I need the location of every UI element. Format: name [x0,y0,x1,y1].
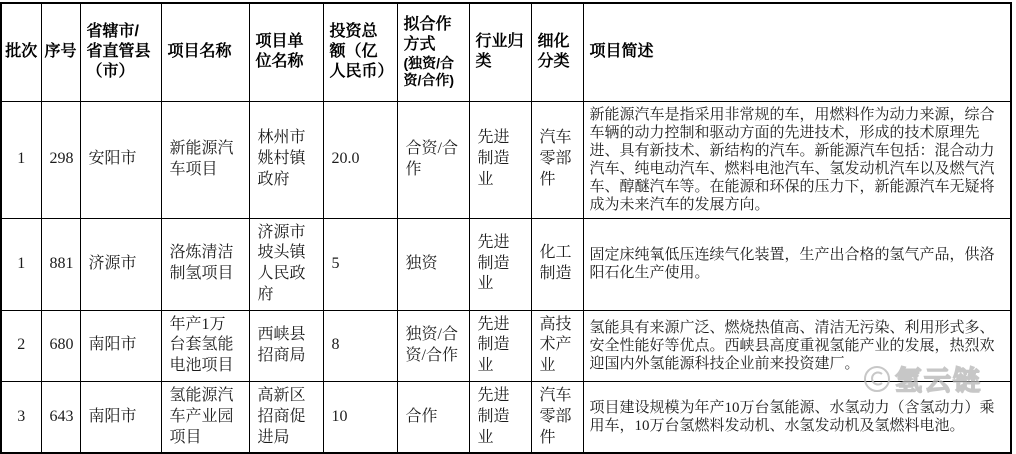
cell-serial: 680 [41,310,80,381]
column-header-unit-name [249,3,323,101]
column-label: 拟合作方式 [403,15,452,53]
cell-investment: 10 [323,382,397,454]
cell-project-name: 年产1万台套氢能电池项目 [161,310,249,381]
cell-description: 固定床纯氧低压连续气化装置，生产出合格的氢气产品，供洛阳石化生产使用。 [583,218,1011,310]
column-header-serial [41,3,80,101]
column-label: 项目单位名称 [255,33,304,71]
column-label: 项目名称 [167,43,232,61]
cell-batch: 2 [1,310,41,381]
cell-batch: 1 [1,101,41,218]
cell-serial: 881 [41,218,80,310]
column-label: 细化分类 [537,33,570,71]
cell-subcategory: 化工制造 [531,218,583,310]
table-row [1,310,1011,381]
cell-unit-name: 西峡县招商局 [249,310,323,381]
cell-subcategory: 汽车零部件 [531,101,583,218]
cell-unit-name: 高新区招商促进局 [249,382,323,454]
table-row [1,382,1011,454]
cell-unit-name: 济源市坡头镇人民政府 [249,218,323,310]
cell-description: 项目建设规模为年产10万台氢能源、水氢动力（含氢动力）乘用车，10万台氢燃料发动机、水氢发动机及氢燃料电池。 [583,382,1011,454]
column-header-description [583,3,1011,101]
cell-investment: 8 [323,310,397,381]
cell-cooperation: 独资 [397,218,469,310]
column-header-industry [469,3,531,101]
column-header-subcategory [531,3,583,101]
column-label: 投资总额（亿人民币） [329,23,394,81]
cell-serial: 298 [41,101,80,218]
cell-investment: 5 [323,218,397,310]
cell-city: 南阳市 [80,310,161,381]
cell-industry: 先进制造业 [469,101,531,218]
cell-cooperation: 独资/合资/合作 [397,310,469,381]
column-label: 序号 [44,43,77,61]
projects-table [0,2,1012,454]
cell-serial: 643 [41,382,80,454]
cell-industry: 先进制造业 [469,218,531,310]
column-sublabel: (独资/合资/合作) [403,54,455,89]
cell-project-name: 氢能源汽车产业园项目 [161,382,249,454]
column-header-project-name [161,3,249,101]
column-label: 省辖市/省直管县（市） [86,23,151,81]
watermark-text: 氢云链 [895,366,982,396]
table-row [1,101,1011,218]
column-header-investment [323,3,397,101]
cell-cooperation: 合资/合作 [397,101,469,218]
cell-project-name: 新能源汽车项目 [161,101,249,218]
column-header-city [80,3,161,101]
cell-industry: 先进制造业 [469,382,531,454]
column-header-batch [1,3,41,101]
cell-city: 安阳市 [80,101,161,218]
table-body [1,101,1011,453]
cell-subcategory: 高技术产业 [531,310,583,381]
cell-city: 济源市 [80,218,161,310]
cell-description: 氢能具有来源广泛、燃烧热值高、清洁无污染、利用形式多、安全性能好等优点。西峡县高度重视氢能产业的发展，热烈欢迎国内外氢能源科技企业前来投资建厂。 [583,310,1011,381]
cell-batch: 1 [1,218,41,310]
cell-subcategory: 汽车零部件 [531,382,583,454]
header-row [1,3,1011,101]
table-header [1,3,1011,101]
cell-city: 南阳市 [80,382,161,454]
cell-cooperation: 合作 [397,382,469,454]
cell-industry: 先进制造业 [469,310,531,381]
cell-description: 新能源汽车是指采用非常规的车，用燃料作为动力来源，综合车辆的动力控制和驱动方面的先进技术，形成的技术原理先进、具有新技术、新结构的汽车。新能源汽车包括：混合动力汽车、纯电动汽车、燃料电池汽车、氢发动机汽车以及燃气汽车、醇醚汽车等。在能源和环保的压力下，新能源汽车无疑将成为未来汽车的发展方向。 [583,101,1011,218]
column-label: 项目简述 [589,43,654,61]
column-label: 行业归类 [475,33,524,71]
cell-project-name: 洛炼清洁制氢项目 [161,218,249,310]
cell-unit-name: 林州市姚村镇政府 [249,101,323,218]
column-header-cooperation [397,3,469,101]
table-row [1,218,1011,310]
cell-batch: 3 [1,382,41,454]
cell-investment: 20.0 [323,101,397,218]
column-label: 批次 [5,43,38,61]
